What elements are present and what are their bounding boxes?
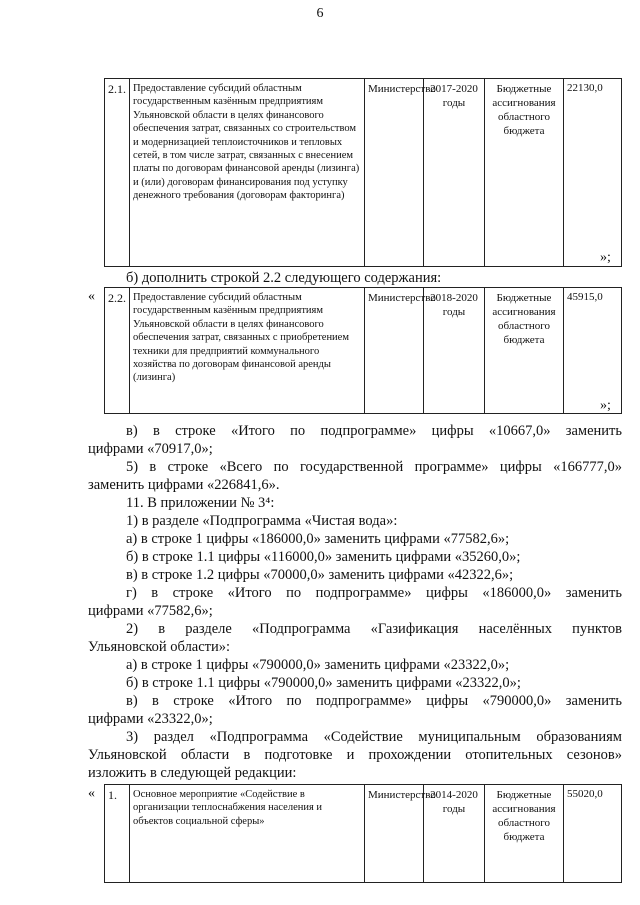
paragraph: изложить в следующей редакции: [88,765,297,781]
row-amount: 22130,0 [564,79,622,267]
paragraph: 1) в разделе «Подпрограмма «Чистая вода»: [126,513,398,529]
paragraph: Ульяновской области в подготовке и прохождении отопительных сезонов» [88,747,622,763]
row-funding-source: Бюджетные ассигнования областного бюджета [485,79,564,267]
row-description: Предоставление субсидий областным государственным казённым предприятиям Ульяновской области в целях финансового обеспечения затрат, связанных со строительством и модернизацией теплоисточников и тепловых сетей, в том числе затрат, связанных с внесением платы по договорам финансовой аренды (лизинга) и (или) договорам финансирования под уступку денежного требования (договорам факторинга) [130,79,365,267]
paragraph: цифрами «23322,0»; [88,711,213,727]
row-years: 2014-2020 годы [424,785,485,883]
table-row-2-2 [104,287,622,414]
paragraph: заменить цифрами «226841,6». [88,477,280,493]
paragraph: в) в строке 1.2 цифры «70000,0» заменить цифрами «42322,6»; [126,567,514,583]
row-number: 1. [105,785,130,883]
row-number: 2.2. [105,288,130,414]
paragraph: 2) в разделе «Подпрограмма «Газификация населённых пунктов [126,621,622,637]
closing-quote: »; [600,250,611,265]
paragraph: 5) в строке «Всего по государственной программе» цифры «166777,0» [126,459,622,475]
row-amount: 55020,0 [564,785,622,883]
row-executor: Министерство [365,785,424,883]
closing-quote: »; [600,398,611,413]
row-description: Основное мероприятие «Содействие в организации теплоснабжения населения и объектов социальной сферы» [130,785,365,883]
paragraph: г) в строке «Итого по подпрограмме» цифры «186000,0» заменить [126,585,622,601]
row-years: 2017-2020 годы [424,79,485,267]
paragraph: 3) раздел «Подпрограмма «Содействие муниципальным образованиям [126,729,622,745]
paragraph: б) в строке 1.1 цифры «790000,0» заменить цифрами «23322,0»; [126,675,521,691]
paragraph: а) в строке 1 цифры «186000,0» заменить цифрами «77582,6»; [126,531,510,547]
paragraph: Ульяновской области»: [88,639,231,655]
paragraph: б) в строке 1.1 цифры «116000,0» заменить цифрами «35260,0»; [126,549,521,565]
page-number: 6 [316,6,324,21]
opening-quote: « [88,289,95,304]
row-years: 2018-2020 годы [424,288,485,414]
row-executor: Министерство [365,79,424,267]
row-funding-source: Бюджетные ассигнования областного бюджета [485,288,564,414]
paragraph: в) в строке «Итого по подпрограмме» цифры «10667,0» заменить [126,423,622,439]
section-heading: 11. В приложении № 3⁴: [126,495,275,511]
opening-quote: « [88,786,95,801]
paragraph: цифрами «77582,6»; [88,603,213,619]
line-b: б) дополнить строкой 2.2 следующего содержания: [126,270,442,286]
row-executor: Министерство [365,288,424,414]
paragraph: а) в строке 1 цифры «790000,0» заменить цифрами «23322,0»; [126,657,510,673]
paragraph: цифрами «70917,0»; [88,441,213,457]
row-amount: 45915,0 [564,288,622,414]
table-row-1 [104,784,622,883]
row-number: 2.1. [105,79,130,267]
row-description: Предоставление субсидий областным государственным казённым предприятиям Ульяновской области в целях финансового обеспечения затрат, связанных с приобретением техники для предприятий коммунального хозяйства по договорам финансовой аренды (лизинга) [130,288,365,414]
row-funding-source: Бюджетные ассигнования областного бюджета [485,785,564,883]
paragraph: в) в строке «Итого по подпрограмме» цифры «790000,0» заменить [126,693,622,709]
table-row-2-1 [104,78,622,267]
